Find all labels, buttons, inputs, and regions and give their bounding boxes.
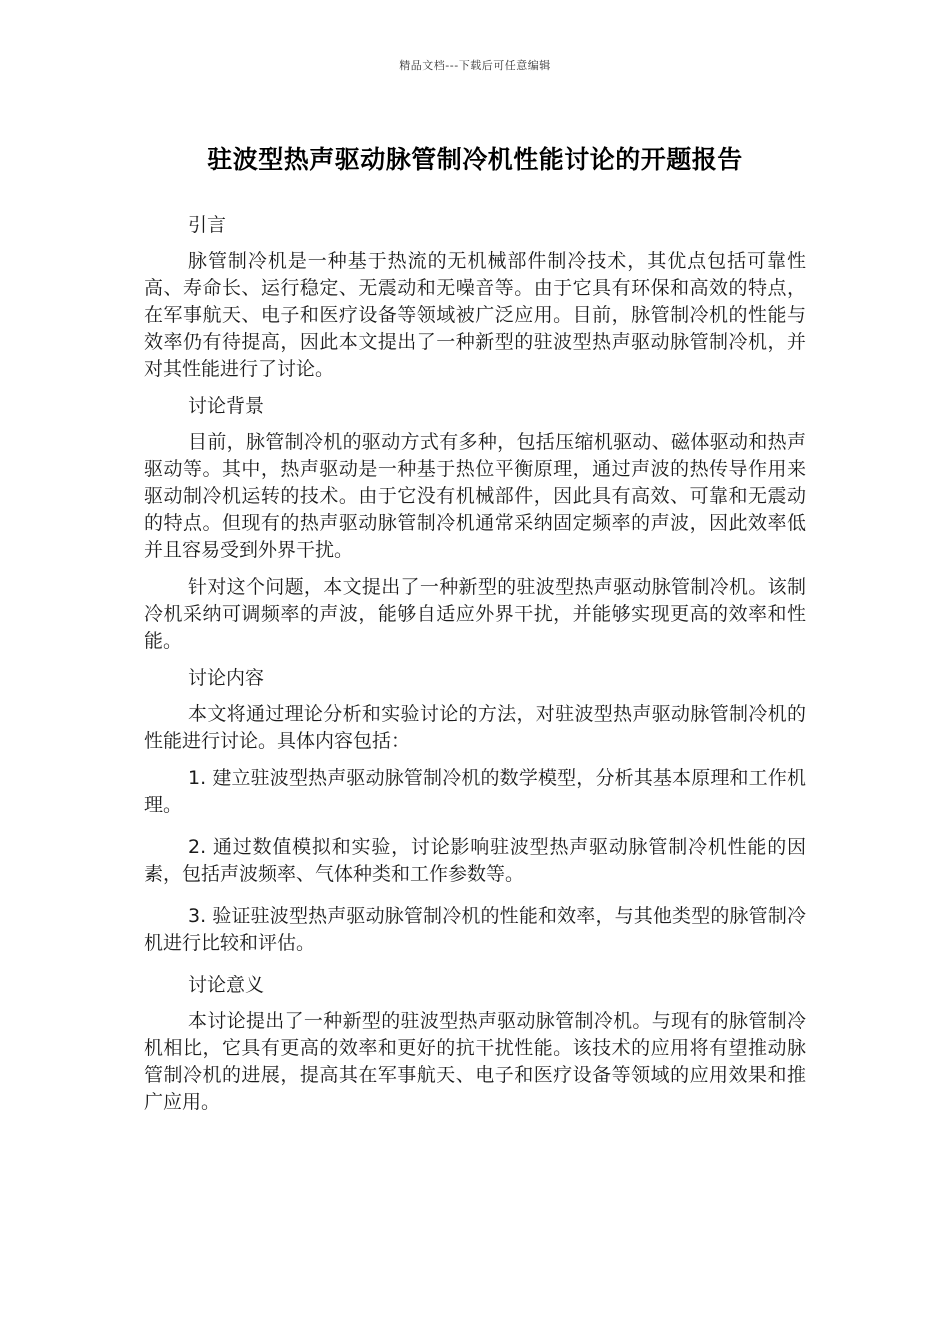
- paragraph-background-1: 目前，脉管制冷机的驱动方式有多种，包括压缩机驱动、磁体驱动和热声驱动等。其中，热声驱动是一种基于热位平衡原理，通过声波的热传导作用来驱动制冷机运转的技术。由于它没有机械部件，因此具有高效、可靠和无震动的特点。但现有的热声驱动脉管制冷机通常采纳固定频率的声波，因此效率低并且容易受到外界干扰。: [144, 431, 806, 561]
- document-title: 驻波型热声驱动脉管制冷机性能讨论的开题报告: [207, 145, 743, 174]
- paragraph-intro: 脉管制冷机是一种基于热流的无机械部件制冷技术，其优点包括可靠性高、寿命长、运行稳定、无震动和无噪音等。由于它具有环保和高效的特点，在军事航天、电子和医疗设备等领域被广泛应用。目前，脉管制冷机的性能与效率仍有待提高，因此本文提出了一种新型的驻波型热声驱动脉管制冷机，并对其性能进行了讨论。: [144, 250, 806, 380]
- section-heading-significance: 讨论意义: [188, 974, 265, 996]
- section-heading-intro: 引言: [188, 214, 227, 236]
- list-item-1: 1. 建立驻波型热声驱动脉管制冷机的数学模型，分析其基本原理和工作机理。: [144, 767, 806, 816]
- section-heading-content: 讨论内容: [188, 667, 265, 689]
- page-header: 精品文档---下载后可任意编辑: [399, 59, 551, 72]
- paragraph-significance: 本讨论提出了一种新型的驻波型热声驱动脉管制冷机。与现有的脉管制冷机相比，它具有更高的效率和更好的抗干扰性能。该技术的应用将有望推动脉管制冷机的进展，提高其在军事航天、电子和医疗设备等领域的应用效果和推广应用。: [144, 1010, 806, 1113]
- paragraph-background-2: 针对这个问题，本文提出了一种新型的驻波型热声驱动脉管制冷机。该制冷机采纳可调频率的声波，能够自适应外界干扰，并能够实现更高的效率和性能。: [144, 576, 806, 652]
- document-body: [144, 212, 806, 1126]
- list-item-3: 3. 验证驻波型热声驱动脉管制冷机的性能和效率，与其他类型的脉管制冷机进行比较和评估。: [144, 905, 806, 954]
- paragraph-content-intro: 本文将通过理论分析和实验讨论的方法，对驻波型热声驱动脉管制冷机的性能进行讨论。具体内容包括：: [144, 703, 806, 752]
- section-heading-background: 讨论背景: [188, 395, 265, 417]
- list-item-2: 2. 通过数值模拟和实验，讨论影响驻波型热声驱动脉管制冷机性能的因素，包括声波频率、气体种类和工作参数等。: [144, 836, 806, 885]
